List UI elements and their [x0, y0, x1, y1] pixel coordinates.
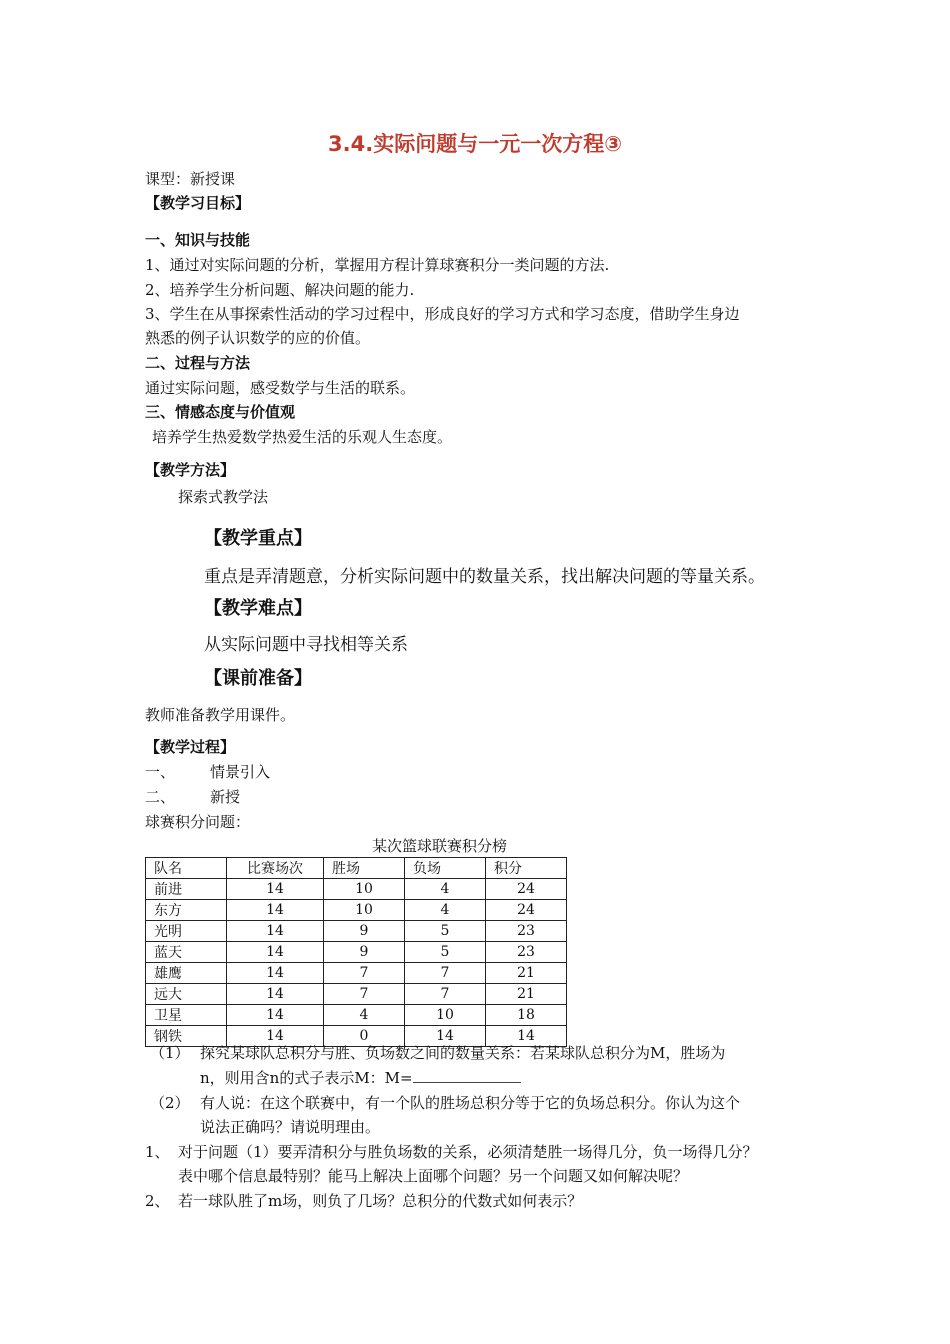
prep-text: 教师准备教学用课件。	[145, 706, 296, 724]
losses-cell: 10	[405, 1005, 486, 1026]
problem-label: 球赛积分问题：	[145, 813, 251, 831]
section-3-heading: 三、情感态度与价值观	[145, 403, 296, 421]
games-cell: 14	[227, 1026, 324, 1047]
prompt-number: 1、	[145, 1143, 170, 1161]
games-cell: 14	[227, 984, 324, 1005]
process-step-num: 一、	[145, 763, 176, 781]
losses-cell: 5	[405, 942, 486, 963]
wins-cell: 7	[324, 984, 405, 1005]
points-cell: 21	[486, 963, 567, 984]
process-heading: 【教学过程】	[145, 738, 236, 756]
question-number: （2）	[150, 1094, 190, 1112]
table-row	[146, 900, 567, 921]
points-cell: 18	[486, 1005, 567, 1026]
goal-item: 1、通过对实际问题的分析，掌握用方程计算球赛积分一类问题的方法.	[145, 256, 610, 274]
games-cell: 14	[227, 963, 324, 984]
team-name: 钢铁	[146, 1026, 227, 1047]
header-cell: 队名	[146, 858, 227, 879]
table-row	[146, 1005, 567, 1026]
games-cell: 14	[227, 942, 324, 963]
table-caption: 某次篮球联赛积分榜	[372, 837, 508, 855]
page-title: 3.4.实际问题与一元一次方程③	[328, 132, 622, 156]
key-text: 重点是弄清题意，分析实际问题中的数量关系，找出解决问题的等量关系。	[204, 567, 765, 587]
method-heading: 【教学方法】	[145, 461, 236, 479]
wins-cell: 9	[324, 921, 405, 942]
points-cell: 14	[486, 1026, 567, 1047]
process-step-text: 情景引入	[210, 763, 271, 781]
points-cell: 23	[486, 921, 567, 942]
prompt-text-continued: 表中哪个信息最特别？能马上解决上面哪个问题？另一个问题又如何解决呢？	[178, 1167, 689, 1185]
team-name: 远大	[146, 984, 227, 1005]
table-row	[146, 984, 567, 1005]
team-name: 蓝天	[146, 942, 227, 963]
goal-item: 2、培养学生分析问题、解决问题的能力.	[145, 281, 415, 299]
question-line-2: n，则用含n的式子表示M：M=	[200, 1069, 413, 1087]
goal-item: 熟悉的例子认识数学的应的价值。	[145, 329, 371, 347]
wins-cell: 7	[324, 963, 405, 984]
losses-cell: 7	[405, 984, 486, 1005]
table-header-row	[146, 858, 567, 879]
wins-cell: 10	[324, 879, 405, 900]
points-cell: 24	[486, 879, 567, 900]
question-text: 探究某球队总积分与胜、负场数之间的数量关系：若某球队总积分为M，胜场为	[200, 1044, 726, 1062]
wins-cell: 4	[324, 1005, 405, 1026]
losses-cell: 14	[405, 1026, 486, 1047]
points-cell: 23	[486, 942, 567, 963]
process-step-num: 二、	[145, 788, 176, 806]
goal-item: 3、学生在从事探索性活动的学习过程中，形成良好的学习方式和学习态度，借助学生身边	[145, 305, 740, 323]
losses-cell: 4	[405, 879, 486, 900]
losses-cell: 5	[405, 921, 486, 942]
table-row	[146, 879, 567, 900]
header-cell: 比赛场次	[227, 858, 324, 879]
question-number: （1）	[150, 1044, 190, 1062]
score-table	[145, 857, 567, 1047]
question-text: 有人说：在这个联赛中，有一个队的胜场总积分等于它的负场总积分。你认为这个	[200, 1094, 741, 1112]
header-cell: 积分	[486, 858, 567, 879]
header-cell: 胜场	[324, 858, 405, 879]
table-row	[146, 963, 567, 984]
prep-heading: 【课前准备】	[204, 668, 312, 689]
answer-blank[interactable]	[413, 1068, 521, 1083]
prompt-number: 2、	[145, 1192, 170, 1210]
method-text: 探索式教学法	[178, 488, 269, 506]
section-2-heading: 二、过程与方法	[145, 354, 251, 372]
team-name: 东方	[146, 900, 227, 921]
team-name: 卫星	[146, 1005, 227, 1026]
team-name: 前进	[146, 879, 227, 900]
games-cell: 14	[227, 1005, 324, 1026]
section-1-heading: 一、知识与技能	[145, 231, 251, 249]
section-2-text: 通过实际问题，感受数学与生活的联系。	[145, 379, 416, 397]
games-cell: 14	[227, 900, 324, 921]
goals-heading: 【教学习目标】	[145, 194, 251, 212]
lesson-type: 课型：新授课	[145, 170, 236, 188]
wins-cell: 0	[324, 1026, 405, 1047]
team-name: 雄鹰	[146, 963, 227, 984]
table-row	[146, 921, 567, 942]
question-text-continued: 说法正确吗？请说明理由。	[200, 1118, 381, 1136]
team-name: 光明	[146, 921, 227, 942]
difficulty-text: 从实际问题中寻找相等关系	[204, 635, 408, 655]
points-cell: 21	[486, 984, 567, 1005]
games-cell: 14	[227, 921, 324, 942]
wins-cell: 10	[324, 900, 405, 921]
key-heading: 【教学重点】	[204, 528, 312, 549]
losses-cell: 4	[405, 900, 486, 921]
process-step-text: 新授	[210, 788, 241, 806]
losses-cell: 7	[405, 963, 486, 984]
points-cell: 24	[486, 900, 567, 921]
games-cell: 14	[227, 879, 324, 900]
wins-cell: 9	[324, 942, 405, 963]
difficulty-heading: 【教学难点】	[204, 598, 312, 619]
header-cell: 负场	[405, 858, 486, 879]
table-row	[146, 942, 567, 963]
question-text-continued	[200, 1068, 521, 1088]
prompt-text: 若一球队胜了m场，则负了几场？总积分的代数式如何表示？	[178, 1192, 583, 1210]
prompt-text: 对于问题（1）要弄清积分与胜负场数的关系，必须清楚胜一场得几分，负一场得几分？	[178, 1143, 758, 1161]
section-3-text: 培养学生热爱数学热爱生活的乐观人生态度。	[152, 428, 453, 446]
